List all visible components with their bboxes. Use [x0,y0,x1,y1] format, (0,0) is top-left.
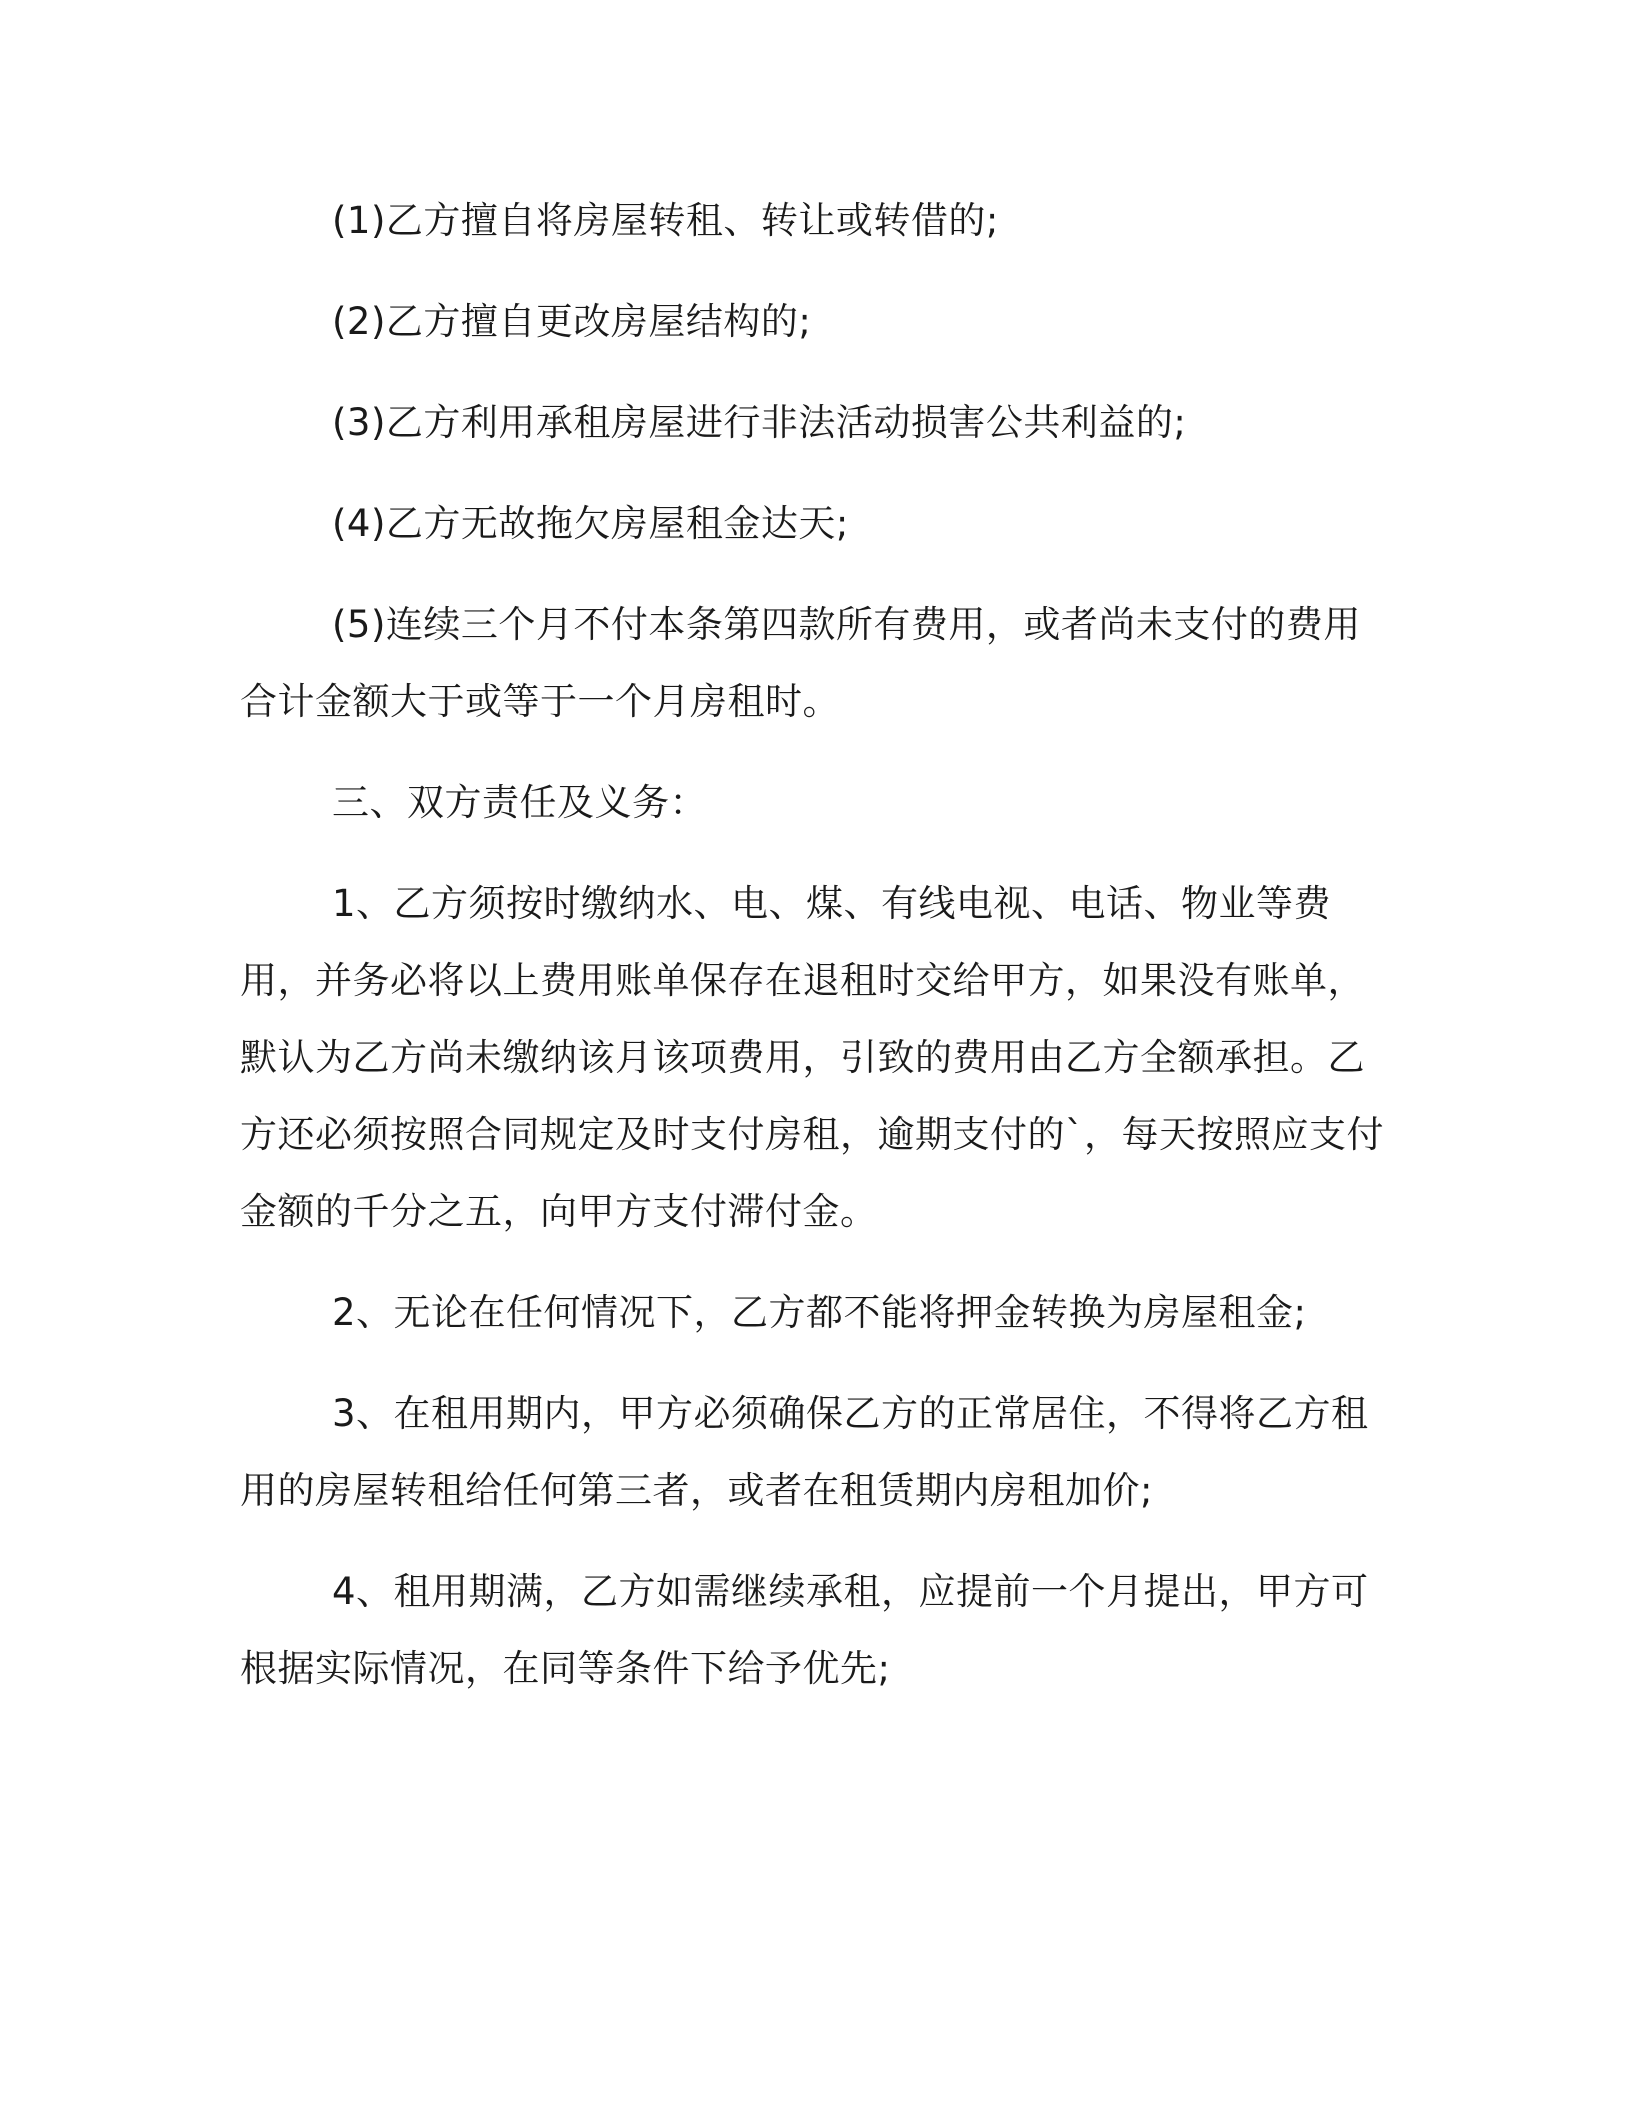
clause-5: (5)连续三个月不付本条第四款所有费用，或者尚未支付的费用合计金额大于或等于一个月房租时。 [240,603,1361,723]
duty-2: 2、无论在任何情况下，乙方都不能将押金转换为房屋租金; [332,1291,1307,1334]
duty-3: 3、在租用期内，甲方必须确保乙方的正常居住，不得将乙方租用的房屋转租给任何第三者，或者在租赁期内房租加价; [240,1392,1369,1512]
clause-2: (2)乙方擅自更改房屋结构的; [332,300,812,343]
clause-3: (3)乙方利用承租房屋进行非法活动损害公共利益的; [332,401,1187,444]
duty-1: 1、乙方须按时缴纳水、电、煤、有线电视、电话、物业等费用，并务必将以上费用账单保存在退租时交给甲方，如果没有账单，默认为乙方尚未缴纳该月该项费用，引致的费用由乙方全额承担。乙方还必须按照合同规定及时支付房租，逾期支付的`，每天按照应支付金额的千分之五，向甲方支付滞付金。 [240,882,1384,1233]
clause-1: (1)乙方擅自将房屋转租、转让或转借的; [332,199,999,242]
document-body [240,182,1390,1707]
section-heading: 三、双方责任及义务： [332,781,707,824]
clause-4: (4)乙方无故拖欠房屋租金达天; [332,502,849,545]
duty-4: 4、租用期满，乙方如需继续承租，应提前一个月提出，甲方可根据实际情况，在同等条件下给予优先; [240,1570,1369,1690]
